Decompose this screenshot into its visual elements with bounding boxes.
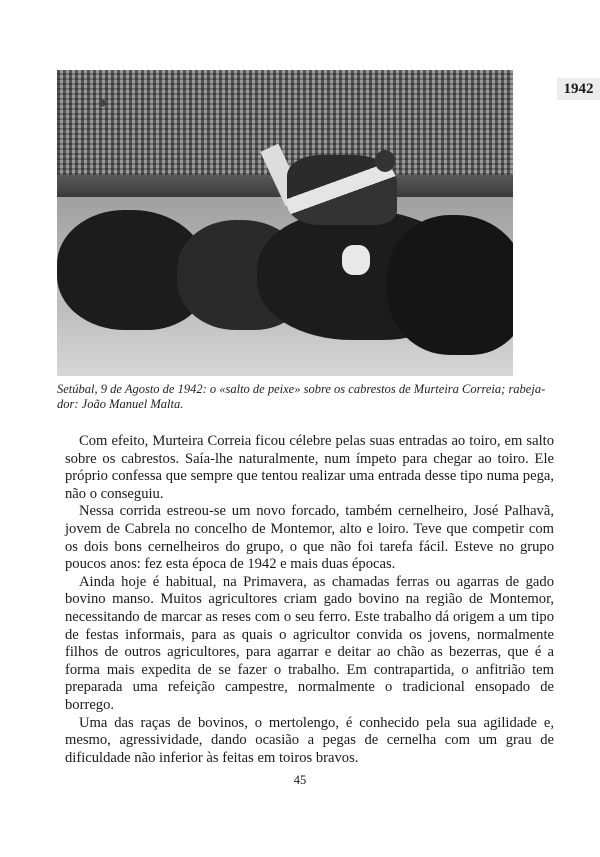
paragraph: Com efeito, Murteira Correia ficou célebre pelas suas entradas ao toiro, em salto sobre os cabrestos. Saía-lhe naturalmente, num ímpeto para chegar ao toiro. Ele próprio confessa que sempre que tentou realizar uma entrada desse tipo numa pega, não o conseguiu. — [65, 433, 554, 502]
figure-caption: Setúbal, 9 de Agosto de 1942: o «salto de peixe» sobre os cabrestos de Murteira Correia; rabeja-dor: João Manuel Malta. — [57, 382, 546, 411]
paragraph: Uma das raças de bovinos, o mertolengo, é conhecido pela sua agilidade e, mesmo, agressividade, dando ocasião a pegas de cernelha com um grau de dificuldade não inferior às feitas em toiros bravos. — [65, 714, 554, 766]
page-number: 45 — [293, 773, 307, 787]
body-text — [65, 433, 554, 767]
year-tab: 1942 — [557, 78, 600, 100]
forcado-head — [375, 150, 395, 172]
bull — [387, 215, 513, 355]
bullfight-photo — [57, 70, 513, 376]
paragraph: Ainda hoje é habitual, na Primavera, as chamadas ferras ou agarras de gado bovino manso. Muitos agricultores criam gado bovino na região de Montemor, necessitando de marcar as reses com o seu ferro. Este trabalho dá origem a um tipo de festas informais, para as quais o agricultor convida os jovens, normalmente filhos de outros agricultores, para agarrar e deitar ao chão as bezerras, que é a forma mais expedita de se fazer o trabalho. Em contrapartida, o anfitrião tem preparada uma refeição campestre, normalmente o tradicional ensopado de borrego. — [65, 573, 554, 713]
paragraph: Nessa corrida estreou-se um novo forcado, também cernelheiro, José Palhavã, jovem de Cabrela no concelho de Montemor, alto e loiro. Teve que competir com os dois bons cernelheiros do grupo, o que não foi tarefa fácil. Esteve no grupo poucos anos: fez esta época de 1942 e mais duas épocas. — [65, 503, 554, 573]
bull-white-patch — [342, 245, 370, 275]
